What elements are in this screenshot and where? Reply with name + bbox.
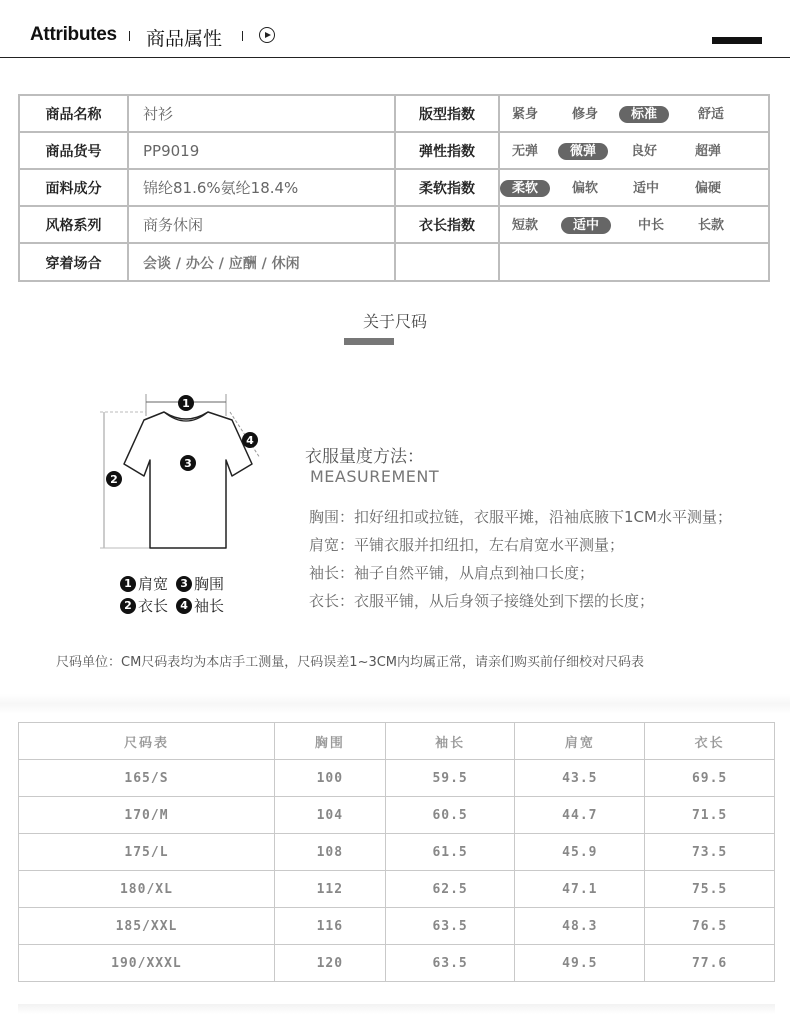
attr-value: PP9019 [129,133,396,170]
table-cell: 61.5 [385,834,515,871]
table-cell: 120 [274,945,385,982]
index-option: 良好 [630,144,657,159]
table-cell: 47.1 [515,871,645,908]
measurement-line: 胸围：扣好纽扣或拉链，衣服平摊，沿袖底腋下1CM水平测量； [309,508,732,526]
table-cell: 49.5 [515,945,645,982]
table-cell: 63.5 [385,908,515,945]
table-cell: 71.5 [645,797,775,834]
index-option: 修身 [571,107,598,122]
diagram-legend-row [120,573,230,594]
index-option: 适中 [632,181,659,196]
table-row [19,834,775,871]
table-header-cell: 袖长 [385,723,515,760]
index-options-row [500,133,768,170]
attr-value: 商务休闲 [129,207,396,244]
attribute-table [18,94,770,282]
header-divider [242,31,243,41]
diagram-legend-row [120,595,230,616]
attr-label: 商品货号 [20,133,129,170]
index-option: 偏软 [571,181,598,196]
table-cell: 116 [274,908,385,945]
table-cell: 59.5 [385,760,515,797]
header-title-cn: 商品属性 [146,28,223,50]
bottom-shadow [18,1004,775,1014]
table-header-cell: 衣长 [645,723,775,760]
table-cell: 62.5 [385,871,515,908]
index-option: 短款 [511,218,538,233]
attr-label: 面料成分 [20,170,129,207]
table-cell: 175/L [19,834,275,871]
table-cell: 165/S [19,760,275,797]
table-cell: 63.5 [385,945,515,982]
table-cell: 69.5 [645,760,775,797]
table-cell: 190/XXXL [19,945,275,982]
index-option: 无弹 [511,144,538,159]
header-accent-bar [712,37,762,44]
table-row [19,760,775,797]
measurement-subtitle: MEASUREMENT [310,467,440,486]
index-option: 长款 [697,218,724,233]
table-header-cell: 胸围 [274,723,385,760]
index-options-row [500,96,768,133]
index-option: 紧身 [511,107,538,122]
play-circle-icon [259,27,275,43]
table-cell: 60.5 [385,797,515,834]
measurement-line: 袖长：袖子自然平铺，从肩点到袖口长度； [309,564,595,582]
index-option-selected: 适中 [561,217,611,234]
empty-cell [396,244,500,282]
table-cell: 108 [274,834,385,871]
size-note: 尺码单位：CM尺码表均为本店手工测量，尺码误差1~3CM内均属正常，请亲们购买前仔细校对尺码表 [56,655,645,670]
index-option: 偏硬 [694,181,721,196]
title-underline-bar [344,338,394,345]
attr-label: 商品名称 [20,96,129,133]
table-cell: 73.5 [645,834,775,871]
legend-text: 衣长 [138,597,169,615]
index-options-row [500,170,768,207]
legend-number: 1 [120,576,136,592]
attr-value: 会谈 / 办公 / 应酬 / 休闲 [129,244,396,282]
table-row [19,945,775,982]
index-option-selected: 微弹 [558,143,608,160]
table-header-cell: 尺码表 [19,723,275,760]
measurement-line: 衣长：衣服平铺，从后身领子接缝处到下摆的长度； [309,592,655,610]
table-cell: 44.7 [515,797,645,834]
index-label: 柔软指数 [396,170,500,207]
table-row [19,908,775,945]
attr-value: 锦纶81.6%氨纶18.4% [129,170,396,207]
size-table [18,722,775,982]
index-option-selected: 柔软 [500,180,550,197]
table-cell: 48.3 [515,908,645,945]
header-divider [129,31,130,41]
table-cell: 43.5 [515,760,645,797]
table-cell: 77.6 [645,945,775,982]
table-cell: 112 [274,871,385,908]
table-cell: 180/XL [19,871,275,908]
legend-number: 4 [176,598,192,614]
table-cell: 104 [274,797,385,834]
legend-text: 袖长 [194,597,225,615]
table-cell: 185/XXL [19,908,275,945]
section-divider-shadow [0,694,790,714]
table-cell: 100 [274,760,385,797]
measurement-title: 衣服量度方法： [305,447,424,467]
diagram-marker-2: 2 [110,473,118,486]
diagram-marker-3: 3 [184,457,192,470]
size-section-title: 关于尺码 [362,312,427,331]
table-cell: 75.5 [645,871,775,908]
legend-text: 胸围 [194,575,225,593]
table-cell: 76.5 [645,908,775,945]
table-row [19,797,775,834]
index-options-row [500,207,768,244]
table-cell: 170/M [19,797,275,834]
index-option: 中长 [637,218,664,233]
legend-text: 肩宽 [138,575,169,593]
legend-number: 2 [120,598,136,614]
index-label: 版型指数 [396,96,500,133]
attr-label: 穿着场合 [20,244,129,282]
table-row [19,871,775,908]
diagram-marker-1: 1 [182,397,190,410]
table-header-cell: 肩宽 [515,723,645,760]
index-label: 弹性指数 [396,133,500,170]
table-header-row [19,723,775,760]
diagram-marker-4: 4 [246,434,254,447]
header-title-en: Attributes [30,24,117,45]
attr-label: 风格系列 [20,207,129,244]
measurement-line: 肩宽：平铺衣服并扣纽扣，左右肩宽水平测量； [309,536,625,554]
section-header [0,0,790,58]
table-cell: 45.9 [515,834,645,871]
legend-number: 3 [176,576,192,592]
attr-value: 衬衫 [129,96,396,133]
tshirt-diagram [98,386,268,556]
index-option: 超弹 [694,144,721,159]
index-option: 舒适 [697,107,724,122]
index-label: 衣长指数 [396,207,500,244]
index-option-selected: 标准 [619,106,669,123]
